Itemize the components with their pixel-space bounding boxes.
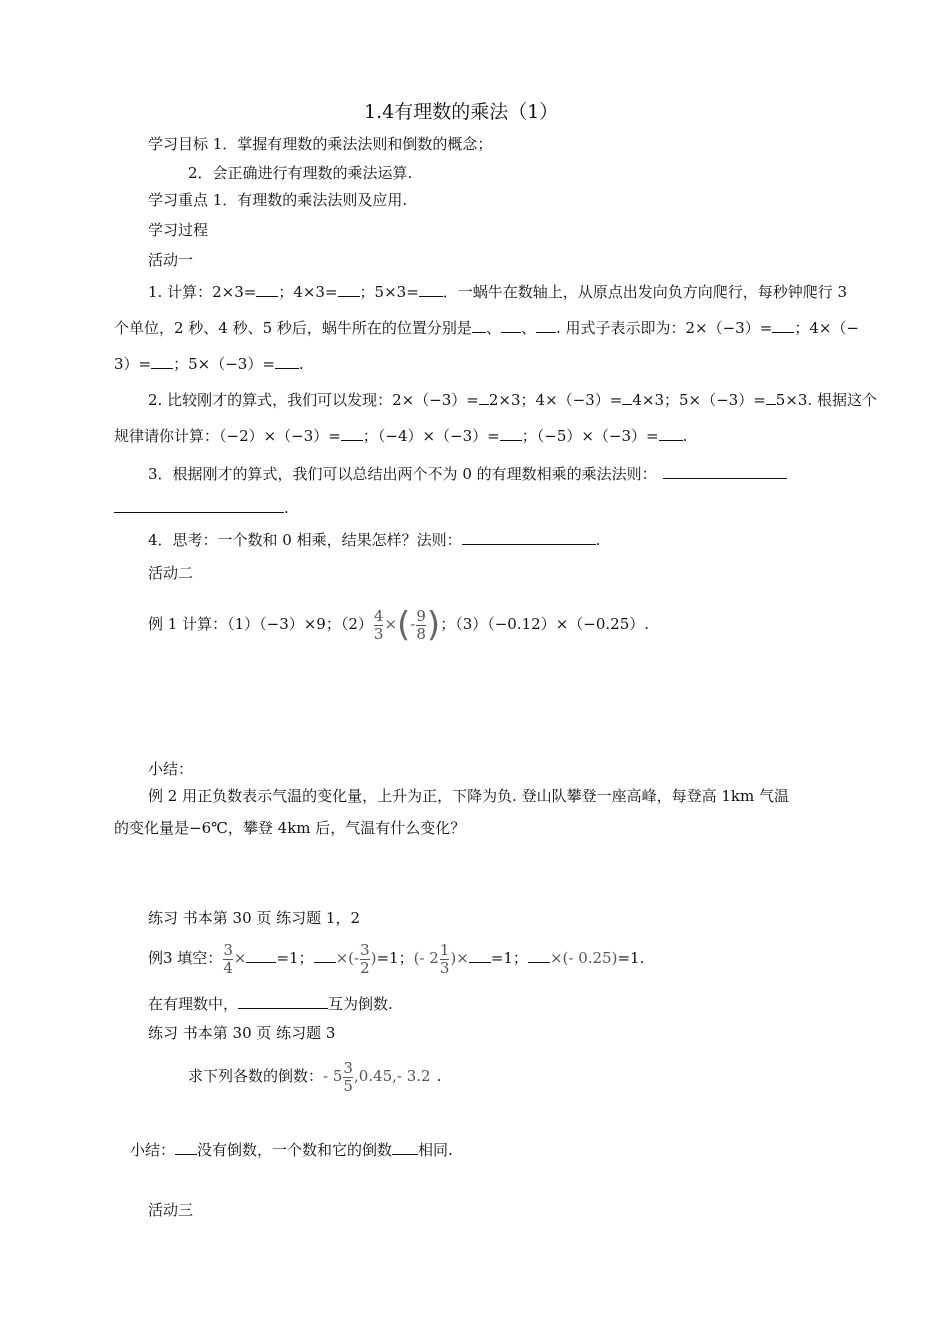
blank[interactable]: [501, 318, 521, 333]
question-1-line-1: [148, 282, 847, 302]
q1-text: 、: [520, 319, 536, 337]
numerator: 3: [360, 940, 370, 959]
page-title: 1.4有理数的乘法（1）: [364, 101, 559, 123]
blank[interactable]: [772, 318, 794, 333]
blank[interactable]: [766, 390, 776, 405]
fraction-3-4: [223, 942, 233, 977]
q1-text: 1. 计算：2×3=: [148, 283, 257, 301]
blank[interactable]: [663, 464, 787, 479]
blank[interactable]: [314, 948, 336, 963]
q1-text: 个单位，2 秒、4 秒、5 秒后，蜗牛所在的位置分别是: [114, 319, 472, 337]
find-text: ,0.45,- 3.2: [353, 1067, 431, 1085]
ex3-text: =1.: [617, 949, 645, 967]
blank[interactable]: [275, 354, 299, 369]
ex3-text: =1；: [276, 949, 314, 967]
times-sign: ×: [384, 615, 398, 633]
ex3-text: ): [370, 949, 377, 967]
ex3-text: =1；: [376, 949, 414, 967]
summary-1: 小结：: [148, 760, 194, 778]
example-2-line-1: 例 2 用正负数表示气温的变化量，上升为正，下降为负. 登山队攀登一座高峰，每登高 1km 气温: [148, 787, 790, 805]
denominator: 2: [360, 958, 370, 977]
ex3-text: ): [450, 949, 457, 967]
activity-1-heading: 活动一: [148, 251, 194, 269]
ex3-text: (- 0.25): [562, 949, 618, 967]
ex3-text: =1；: [490, 949, 528, 967]
blank[interactable]: [536, 318, 556, 333]
q2-text: 2×3；4×（−3）=: [488, 391, 623, 409]
denominator: 5: [343, 1076, 353, 1095]
learning-goals-1: 学习目标 1．掌握有理数的乘法法则和倒数的概念；: [148, 135, 493, 153]
q4-text: 4．思考：一个数和 0 相乘，结果怎样？法则：: [148, 531, 462, 549]
activity-2-heading: 活动二: [148, 564, 194, 582]
q2-text: 2. 比较刚才的算式，我们可以发现：2×（−3）=: [148, 391, 479, 409]
q1-text: ；4×（−: [794, 319, 859, 337]
q2-text: ；（−4）×（−3）=: [362, 427, 500, 445]
q1-text: .: [298, 355, 304, 373]
summary-text: 没有倒数，一个数和它的倒数: [197, 1141, 393, 1159]
find-reciprocals: [188, 1056, 441, 1096]
fraction-4-3: [374, 608, 384, 643]
question-3-line-1: [148, 464, 787, 484]
learning-focus: 学习重点 1．有理数的乘法法则及应用.: [148, 191, 408, 209]
q2-text: .: [682, 427, 688, 445]
blank[interactable]: [151, 354, 173, 369]
learning-process-heading: 学习过程: [148, 221, 209, 239]
denominator: 3: [373, 624, 384, 643]
ex1-text: 例 1 计算：（1）（−3）×9；（2）: [148, 615, 373, 633]
fraction-3-5: [343, 1060, 353, 1095]
reciprocal-text: 互为倒数.: [328, 995, 393, 1013]
q1-text: . 用式子表示即为：2×（−3）=: [555, 319, 773, 337]
summary-text: 小结：: [130, 1141, 176, 1159]
times-sign: ×: [335, 949, 349, 967]
practice-1: 练习 书本第 30 页 练习题 1，2: [148, 909, 361, 927]
blank[interactable]: [175, 1140, 197, 1155]
fraction-9-8: [416, 608, 426, 643]
example-2-line-2: 的变化量是−6℃，攀登 4km 后，气温有什么变化？: [114, 819, 466, 837]
q4-text: .: [595, 531, 601, 549]
numerator: 9: [416, 606, 426, 625]
numerator: 3: [343, 1058, 353, 1077]
q1-text: ；5×3=: [359, 283, 419, 301]
blank[interactable]: [341, 426, 363, 441]
q1-text: 3）=: [114, 355, 152, 373]
blank[interactable]: [246, 948, 276, 963]
left-paren-icon: (: [397, 605, 411, 645]
q2-text: 4×3；5×（−3）=: [632, 391, 766, 409]
blank[interactable]: [469, 948, 491, 963]
times-sign: ×: [233, 949, 247, 967]
blank[interactable]: [238, 994, 328, 1009]
q2-text: ；（−5）×（−3）=: [521, 427, 659, 445]
question-1-line-3: [114, 354, 304, 374]
blank[interactable]: [472, 318, 486, 333]
numerator: 3: [223, 940, 233, 959]
q2-text: 规律请你计算：（−2）×（−3）=: [114, 427, 341, 445]
example-1: [148, 604, 649, 645]
summary-text: 相同.: [418, 1141, 453, 1159]
numerator: 4: [373, 606, 384, 625]
q3-text: .: [284, 499, 289, 517]
find-text: - 5: [323, 1067, 343, 1085]
q1-text: ；4×3=: [278, 283, 338, 301]
activity-3-heading: 活动三: [148, 1201, 194, 1219]
q1-text: ．一蜗牛在数轴上，从原点出发向负方向爬行，每秒钟爬行 3: [442, 283, 848, 301]
blank[interactable]: [256, 282, 278, 297]
question-1-line-2: [114, 318, 859, 338]
blank[interactable]: [392, 1140, 418, 1155]
blank[interactable]: [114, 498, 284, 513]
blank[interactable]: [659, 426, 683, 441]
blank[interactable]: [528, 948, 550, 963]
reciprocal-statement: [148, 994, 393, 1014]
find-text: .: [436, 1067, 442, 1085]
minus-sign: -: [410, 615, 416, 633]
ex3-text: (-: [348, 949, 360, 967]
example-3: [148, 938, 644, 978]
blank[interactable]: [479, 390, 489, 405]
blank[interactable]: [622, 390, 632, 405]
reciprocal-text: 在有理数中，: [148, 995, 239, 1013]
blank[interactable]: [462, 530, 596, 545]
right-paren-icon: ): [426, 605, 441, 645]
times-sign: ×: [549, 949, 563, 967]
denominator: 8: [416, 624, 426, 643]
fraction-1-3: [440, 942, 450, 977]
blank[interactable]: [500, 426, 522, 441]
question-2-line-1: [148, 390, 877, 410]
q1-text: ；5×（−3）=: [173, 355, 275, 373]
question-2-line-2: [114, 426, 687, 446]
learning-goals-2: 2．会正确进行有理数的乘法运算.: [188, 164, 413, 182]
practice-2: 练习 书本第 30 页 练习题 3: [148, 1024, 336, 1042]
q1-text: 、: [485, 319, 501, 337]
blank[interactable]: [419, 282, 443, 297]
denominator: 4: [223, 958, 233, 977]
question-4: [148, 530, 600, 550]
q3-text: 3．根据刚才的算式，我们可以总结出两个不为 0 的有理数相乘的乘法法则：: [148, 465, 657, 483]
fraction-3-2: [360, 942, 370, 977]
summary-2: [130, 1140, 453, 1160]
ex1-text: ；（3）（−0.12）×（−0.25）.: [440, 615, 650, 633]
question-3-line-2: [114, 498, 289, 518]
numerator: 1: [439, 940, 450, 959]
ex3-text: (- 2: [413, 949, 439, 967]
q2-text: 5×3. 根据这个: [775, 391, 877, 409]
denominator: 3: [439, 958, 450, 977]
ex3-text: 例3 填空：: [148, 949, 223, 967]
find-text: 求下列各数的倒数：: [188, 1067, 324, 1085]
blank[interactable]: [338, 282, 360, 297]
times-sign: ×: [456, 949, 469, 967]
